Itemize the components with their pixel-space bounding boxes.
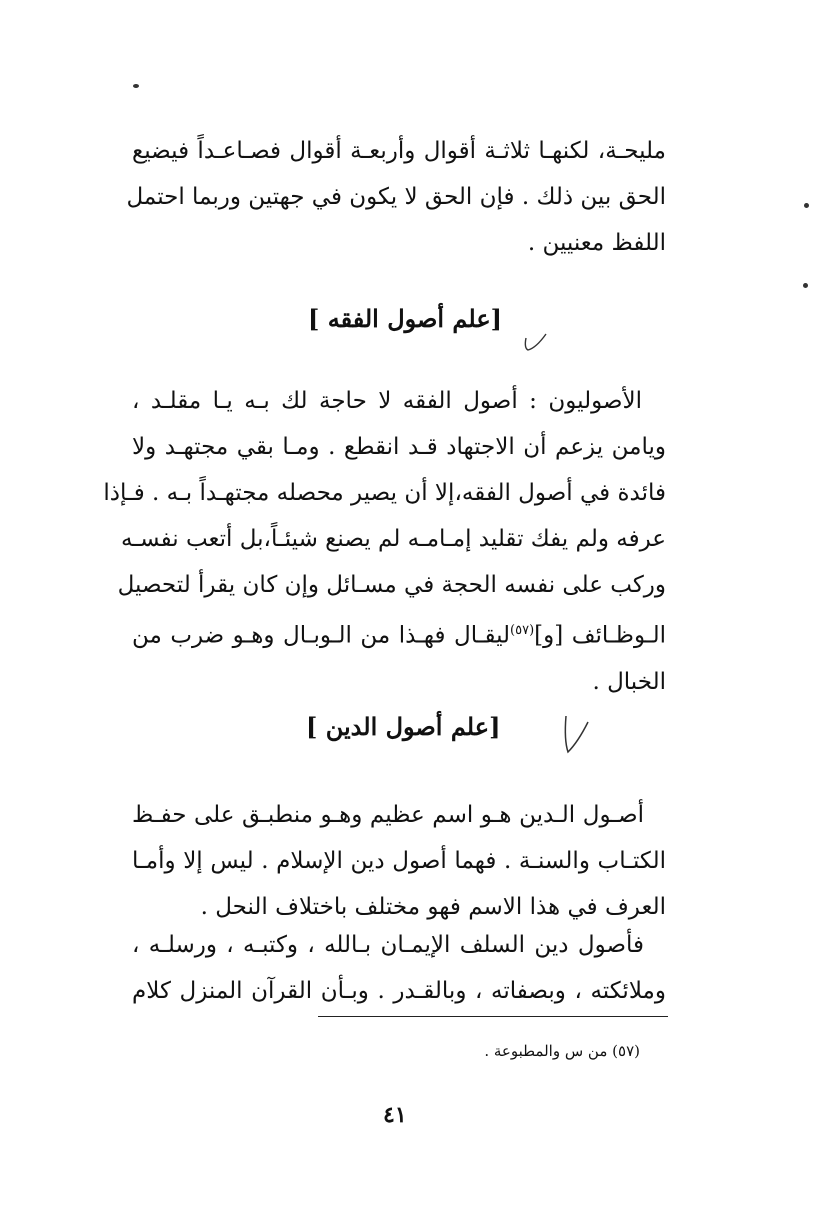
section-heading-fiqh: [علم أصول الفقه ] [308,304,503,333]
paragraph-line: وركب على نفسه الحجة في مسـائل وإن كان يقرأ لتحصيل [117,572,666,598]
paragraph-line: العرف في هذا الاسم فهو مختلف باختلاف النحل . [200,894,666,920]
paragraph-line: وملائكته ، وبصفاته ، وبالقـدر . وبـأن القرآن المنزل كلام [132,978,666,1004]
paragraph-2 [103,378,666,705]
paragraph-line: فأصول دين السلف الإيمـان بـالله ، وكتبـه ، ورسلـه ، [132,932,644,958]
paragraph-4 [132,922,666,1014]
footnote-divider [318,1016,668,1017]
paragraph-3 [132,792,666,930]
paragraph-1 [126,128,666,266]
footnote: (٥٧) من س والمطبوعة . [484,1042,640,1060]
paragraph-line: مليحـة، لكنهـا ثلاثـة أقوال وأربعـة أقوال فصـاعـداً فيضيع [132,138,666,164]
line-segment: ليقـال فهـذا من الـوبـال وهـو ضرب من [132,622,511,649]
pen-tick-mark [560,712,594,756]
line-segment: الـوظـائف [و] [534,622,666,649]
paragraph-line: ويامن يزعم أن الاجتهاد قـد انقطع . ومـا بقي مجتهـد ولا [132,434,666,460]
scan-speck [133,84,139,88]
scan-speck [803,283,808,288]
paragraph-line: الأصوليون : أصول الفقه لا حاجة لك بـه يـا مقلـد ، [132,388,642,414]
paragraph-line: الحق بين ذلك . فإن الحق لا يكون في جهتين وربما احتمل [126,184,666,210]
paragraph-line: فائدة في أصول الفقه،إلا أن يصير محصله مجتهـداً بـه . فـإذا [103,480,666,506]
paragraph-line: الخبال . [592,668,666,695]
section-heading-din: [علم أصول الدين ] [306,712,501,741]
pen-tick-mark [520,328,550,354]
paragraph-line: عرفه ولم يفك تقليد إمـامـه لم يصنع شيئـاً،بل أتعب نفسـه [121,526,666,552]
page-number: ٤١ [383,1102,407,1128]
paragraph-line [132,608,666,659]
scan-speck [804,203,809,208]
paragraph-line: اللفظ معنيين . [527,230,666,256]
paragraph-line: الكتـاب والسنـة . فهما أصول دين الإسلام . ليس إلا وأمـا [132,848,666,874]
footnote-reference: (٥٧) [510,623,535,638]
paragraph-line: أصـول الـدين هـو اسم عظيم وهـو منطبـق على حفـظ [132,802,644,828]
